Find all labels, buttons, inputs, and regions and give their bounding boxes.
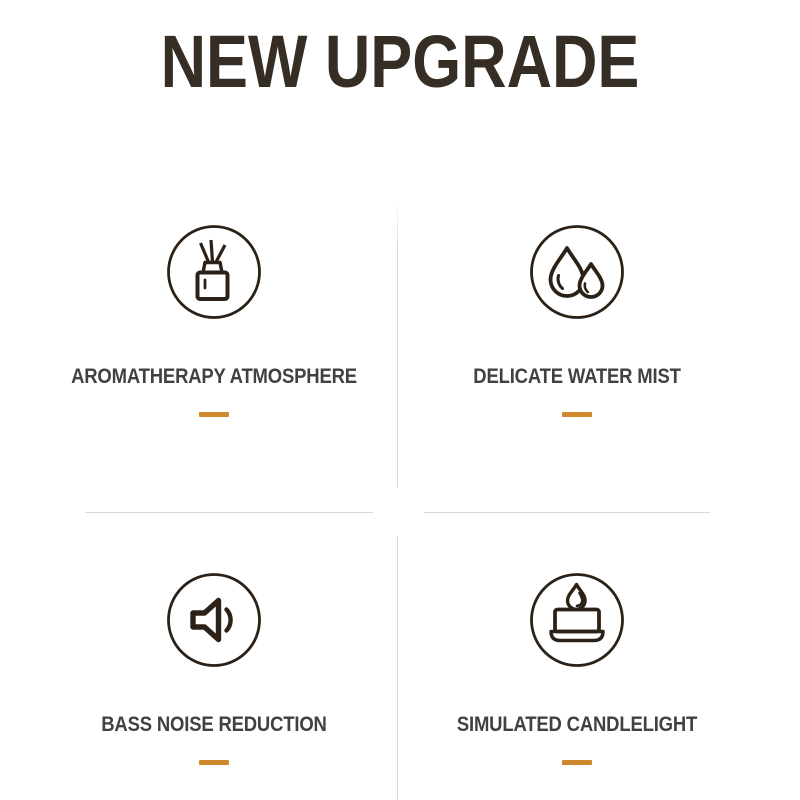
accent-dash [199, 412, 229, 417]
feature-label: DELICATE WATER MIST [473, 365, 681, 388]
candle-icon [529, 572, 625, 668]
feature-water-mist [397, 224, 757, 417]
horizontal-divider-right [424, 512, 710, 513]
reed-diffuser-icon [166, 224, 262, 320]
accent-dash [199, 760, 229, 765]
speaker-bass-icon [166, 572, 262, 668]
feature-label: SIMULATED CANDLELIGHT [456, 713, 698, 736]
horizontal-divider-left [85, 512, 373, 513]
water-drops-icon [529, 224, 625, 320]
feature-label: AROMATHERAPY ATMOSPHERE [71, 365, 357, 388]
feature-aromatherapy [34, 224, 394, 417]
feature-bass-noise [34, 572, 394, 765]
feature-label: BASS NOISE REDUCTION [101, 713, 327, 736]
feature-candlelight [397, 572, 757, 765]
page-title: NEW UPGRADE [160, 20, 640, 103]
accent-dash [562, 760, 592, 765]
accent-dash [562, 412, 592, 417]
